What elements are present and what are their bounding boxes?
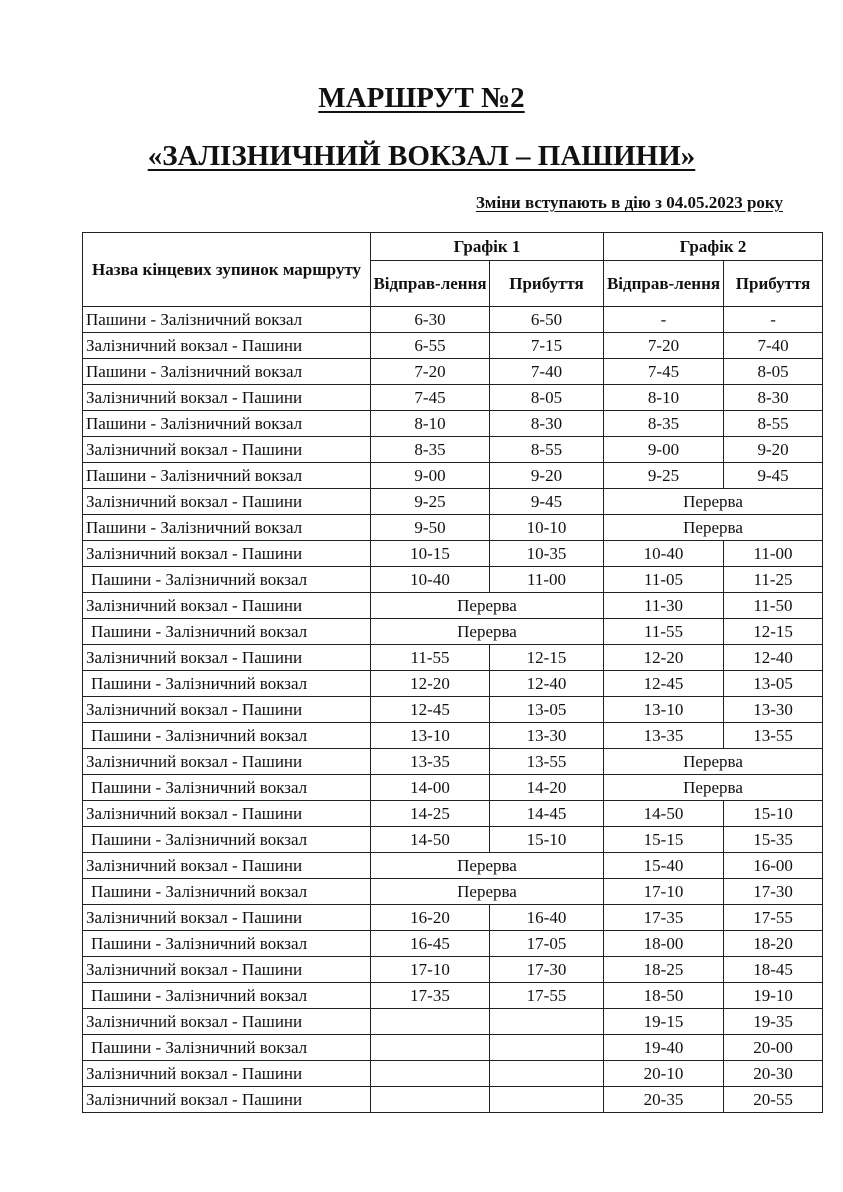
schedule1-arrival-cell: 11-00 [490, 567, 604, 593]
schedule1-arrival-cell: 13-30 [490, 723, 604, 749]
schedule2-arrival-cell: 18-20 [724, 931, 823, 957]
schedule1-break-cell: Перерва [371, 879, 604, 905]
table-row [83, 1087, 823, 1113]
stop-name-cell: Пашини - Залізничний вокзал [83, 619, 371, 645]
schedule2-break-cell: Перерва [604, 775, 823, 801]
schedule-table [82, 232, 823, 1113]
table-row [83, 593, 823, 619]
schedule1-departure-cell: 8-35 [371, 437, 490, 463]
schedule1-departure-cell: 6-55 [371, 333, 490, 359]
schedule2-arrival-cell: 17-55 [724, 905, 823, 931]
schedule1-arrival-cell [490, 1035, 604, 1061]
schedule1-departure-cell: 16-45 [371, 931, 490, 957]
table-row [83, 879, 823, 905]
schedule2-departure-cell: 20-35 [604, 1087, 724, 1113]
schedule2-departure-cell: 11-55 [604, 619, 724, 645]
schedule2-arrival-cell: 17-30 [724, 879, 823, 905]
schedule1-arrival-cell: 14-20 [490, 775, 604, 801]
schedule2-departure-cell: 7-20 [604, 333, 724, 359]
schedule2-arrival-cell: 19-35 [724, 1009, 823, 1035]
schedule1-arrival-cell: 15-10 [490, 827, 604, 853]
stop-name-cell: Залізничний вокзал - Пашини [83, 1061, 371, 1087]
schedule1-arrival-cell: 10-35 [490, 541, 604, 567]
schedule2-arrival-cell: 8-55 [724, 411, 823, 437]
schedule2-break-cell: Перерва [604, 515, 823, 541]
table-row [83, 957, 823, 983]
schedule1-departure-cell: 17-10 [371, 957, 490, 983]
schedule1-arrival-cell: 13-55 [490, 749, 604, 775]
stop-name-cell: Пашини - Залізничний вокзал [83, 879, 371, 905]
schedule2-departure-cell: 19-15 [604, 1009, 724, 1035]
header-departure-2: Відправ-лення [604, 261, 724, 307]
schedule2-departure-cell: 10-40 [604, 541, 724, 567]
schedule1-arrival-cell: 9-45 [490, 489, 604, 515]
schedule1-arrival-cell: 6-50 [490, 307, 604, 333]
schedule1-departure-cell: 8-10 [371, 411, 490, 437]
schedule2-arrival-cell: 11-25 [724, 567, 823, 593]
schedule1-departure-cell [371, 1061, 490, 1087]
stop-name-cell: Пашини - Залізничний вокзал [83, 671, 371, 697]
schedule2-departure-cell: 13-10 [604, 697, 724, 723]
stop-name-cell: Залізничний вокзал - Пашини [83, 801, 371, 827]
schedule2-break-cell: Перерва [604, 749, 823, 775]
schedule1-departure-cell: 14-50 [371, 827, 490, 853]
schedule1-departure-cell: 16-20 [371, 905, 490, 931]
schedule1-arrival-cell [490, 1061, 604, 1087]
table-row [83, 1061, 823, 1087]
table-row [83, 983, 823, 1009]
stop-name-cell: Пашини - Залізничний вокзал [83, 775, 371, 801]
schedule2-arrival-cell: 8-30 [724, 385, 823, 411]
schedule2-departure-cell: 11-05 [604, 567, 724, 593]
stop-name-cell: Залізничний вокзал - Пашини [83, 489, 371, 515]
schedule2-break-cell: Перерва [604, 489, 823, 515]
stop-name-cell: Пашини - Залізничний вокзал [83, 567, 371, 593]
stop-name-cell: Пашини - Залізничний вокзал [83, 723, 371, 749]
stop-name-cell: Пашини - Залізничний вокзал [83, 931, 371, 957]
schedule1-departure-cell: 11-55 [371, 645, 490, 671]
schedule1-departure-cell: 7-45 [371, 385, 490, 411]
stop-name-cell: Пашини - Залізничний вокзал [83, 983, 371, 1009]
table-row [83, 489, 823, 515]
schedule1-departure-cell: 12-45 [371, 697, 490, 723]
table-row [83, 541, 823, 567]
schedule1-arrival-cell: 7-40 [490, 359, 604, 385]
stop-name-cell: Пашини - Залізничний вокзал [83, 1035, 371, 1061]
schedule2-arrival-cell: 7-40 [724, 333, 823, 359]
schedule1-departure-cell [371, 1035, 490, 1061]
schedule2-departure-cell: 17-35 [604, 905, 724, 931]
stop-name-cell: Залізничний вокзал - Пашини [83, 853, 371, 879]
schedule-header [83, 233, 823, 307]
schedule1-arrival-cell: 10-10 [490, 515, 604, 541]
schedule2-departure-cell: 12-45 [604, 671, 724, 697]
schedule2-arrival-cell: 19-10 [724, 983, 823, 1009]
schedule2-arrival-cell: 20-00 [724, 1035, 823, 1061]
schedule1-departure-cell: 13-10 [371, 723, 490, 749]
stop-name-cell: Пашини - Залізничний вокзал [83, 515, 371, 541]
stop-name-cell: Залізничний вокзал - Пашини [83, 541, 371, 567]
schedule2-departure-cell: 18-50 [604, 983, 724, 1009]
header-departure-1: Відправ-лення [371, 261, 490, 307]
table-row [83, 359, 823, 385]
table-row [83, 515, 823, 541]
table-row [83, 385, 823, 411]
schedule2-arrival-cell: 13-55 [724, 723, 823, 749]
stop-name-cell: Залізничний вокзал - Пашини [83, 593, 371, 619]
schedule2-departure-cell: 9-25 [604, 463, 724, 489]
stop-name-cell: Залізничний вокзал - Пашини [83, 385, 371, 411]
schedule2-arrival-cell: 12-40 [724, 645, 823, 671]
schedule2-arrival-cell: 20-30 [724, 1061, 823, 1087]
schedule2-departure-cell: - [604, 307, 724, 333]
schedule2-departure-cell: 9-00 [604, 437, 724, 463]
schedule1-arrival-cell [490, 1087, 604, 1113]
schedule1-departure-cell [371, 1009, 490, 1035]
schedule2-departure-cell: 8-10 [604, 385, 724, 411]
stop-name-cell: Пашини - Залізничний вокзал [83, 827, 371, 853]
schedule1-departure-cell: 10-15 [371, 541, 490, 567]
schedule1-arrival-cell [490, 1009, 604, 1035]
schedule2-arrival-cell: 13-30 [724, 697, 823, 723]
route-title: МАРШРУТ №2 [318, 82, 525, 114]
table-row [83, 827, 823, 853]
schedule1-break-cell: Перерва [371, 619, 604, 645]
schedule1-arrival-cell: 17-55 [490, 983, 604, 1009]
schedule1-departure-cell: 13-35 [371, 749, 490, 775]
table-row [83, 697, 823, 723]
schedule2-arrival-cell: 9-20 [724, 437, 823, 463]
stop-name-cell: Залізничний вокзал - Пашини [83, 645, 371, 671]
schedule2-departure-cell: 20-10 [604, 1061, 724, 1087]
schedule2-departure-cell: 11-30 [604, 593, 724, 619]
schedule1-arrival-cell: 7-15 [490, 333, 604, 359]
schedule2-arrival-cell: 11-00 [724, 541, 823, 567]
table-row [83, 1009, 823, 1035]
schedule2-departure-cell: 7-45 [604, 359, 724, 385]
table-row [83, 463, 823, 489]
schedule2-departure-cell: 14-50 [604, 801, 724, 827]
table-row [83, 411, 823, 437]
schedule2-arrival-cell: 16-00 [724, 853, 823, 879]
schedule1-departure-cell: 14-25 [371, 801, 490, 827]
schedule1-departure-cell: 17-35 [371, 983, 490, 1009]
schedule1-break-cell: Перерва [371, 593, 604, 619]
table-row [83, 853, 823, 879]
stop-name-cell: Залізничний вокзал - Пашини [83, 749, 371, 775]
stop-name-cell: Залізничний вокзал - Пашини [83, 1009, 371, 1035]
schedule1-arrival-cell: 8-05 [490, 385, 604, 411]
table-row [83, 723, 823, 749]
table-row [83, 437, 823, 463]
table-row [83, 801, 823, 827]
header-stop-name: Назва кінцевих зупинок маршруту [83, 233, 371, 307]
schedule2-departure-cell: 12-20 [604, 645, 724, 671]
schedule1-arrival-cell: 14-45 [490, 801, 604, 827]
table-row [83, 671, 823, 697]
schedule1-departure-cell: 9-50 [371, 515, 490, 541]
header-arrival-1: Прибуття [490, 261, 604, 307]
schedule2-arrival-cell: 9-45 [724, 463, 823, 489]
schedule2-arrival-cell: 11-50 [724, 593, 823, 619]
table-row [83, 931, 823, 957]
header-arrival-2: Прибуття [724, 261, 823, 307]
stop-name-cell: Залізничний вокзал - Пашини [83, 1087, 371, 1113]
table-row [83, 1035, 823, 1061]
schedule1-break-cell: Перерва [371, 853, 604, 879]
table-row [83, 775, 823, 801]
schedule2-departure-cell: 15-15 [604, 827, 724, 853]
table-row [83, 307, 823, 333]
schedule1-departure-cell [371, 1087, 490, 1113]
schedule-body [83, 307, 823, 1113]
stop-name-cell: Залізничний вокзал - Пашини [83, 333, 371, 359]
header-schedule-1: Графік 1 [371, 233, 604, 261]
table-row [83, 567, 823, 593]
schedule2-departure-cell: 13-35 [604, 723, 724, 749]
route-name: «ЗАЛІЗНИЧНИЙ ВОКЗАЛ – ПАШИНИ» [147, 140, 696, 172]
schedule2-arrival-cell: 15-10 [724, 801, 823, 827]
schedule1-arrival-cell: 12-15 [490, 645, 604, 671]
schedule2-departure-cell: 18-00 [604, 931, 724, 957]
schedule1-arrival-cell: 9-20 [490, 463, 604, 489]
schedule1-departure-cell: 14-00 [371, 775, 490, 801]
schedule1-departure-cell: 9-00 [371, 463, 490, 489]
table-row [83, 905, 823, 931]
stop-name-cell: Пашини - Залізничний вокзал [83, 307, 371, 333]
stop-name-cell: Пашини - Залізничний вокзал [83, 359, 371, 385]
schedule2-departure-cell: 17-10 [604, 879, 724, 905]
schedule2-arrival-cell: 12-15 [724, 619, 823, 645]
schedule2-arrival-cell: 20-55 [724, 1087, 823, 1113]
schedule2-departure-cell: 18-25 [604, 957, 724, 983]
schedule1-arrival-cell: 17-05 [490, 931, 604, 957]
schedule1-departure-cell: 10-40 [371, 567, 490, 593]
table-row [83, 333, 823, 359]
schedule1-departure-cell: 6-30 [371, 307, 490, 333]
schedule1-departure-cell: 9-25 [371, 489, 490, 515]
effective-date-notice: Зміни вступають в дію з 04.05.2023 року [475, 193, 783, 212]
schedule1-arrival-cell: 16-40 [490, 905, 604, 931]
stop-name-cell: Пашини - Залізничний вокзал [83, 411, 371, 437]
stop-name-cell: Залізничний вокзал - Пашини [83, 905, 371, 931]
schedule2-arrival-cell: 15-35 [724, 827, 823, 853]
schedule2-arrival-cell: 18-45 [724, 957, 823, 983]
header-schedule-2: Графік 2 [604, 233, 823, 261]
stop-name-cell: Залізничний вокзал - Пашини [83, 697, 371, 723]
schedule1-arrival-cell: 17-30 [490, 957, 604, 983]
schedule2-arrival-cell: 13-05 [724, 671, 823, 697]
schedule2-departure-cell: 15-40 [604, 853, 724, 879]
schedule1-arrival-cell: 8-55 [490, 437, 604, 463]
stop-name-cell: Залізничний вокзал - Пашини [83, 957, 371, 983]
schedule1-arrival-cell: 13-05 [490, 697, 604, 723]
schedule2-departure-cell: 8-35 [604, 411, 724, 437]
schedule2-departure-cell: 19-40 [604, 1035, 724, 1061]
table-row [83, 645, 823, 671]
stop-name-cell: Пашини - Залізничний вокзал [83, 463, 371, 489]
schedule1-arrival-cell: 8-30 [490, 411, 604, 437]
schedule1-arrival-cell: 12-40 [490, 671, 604, 697]
schedule2-arrival-cell: - [724, 307, 823, 333]
schedule1-departure-cell: 7-20 [371, 359, 490, 385]
schedule1-departure-cell: 12-20 [371, 671, 490, 697]
schedule2-arrival-cell: 8-05 [724, 359, 823, 385]
table-row [83, 749, 823, 775]
stop-name-cell: Залізничний вокзал - Пашини [83, 437, 371, 463]
table-row [83, 619, 823, 645]
